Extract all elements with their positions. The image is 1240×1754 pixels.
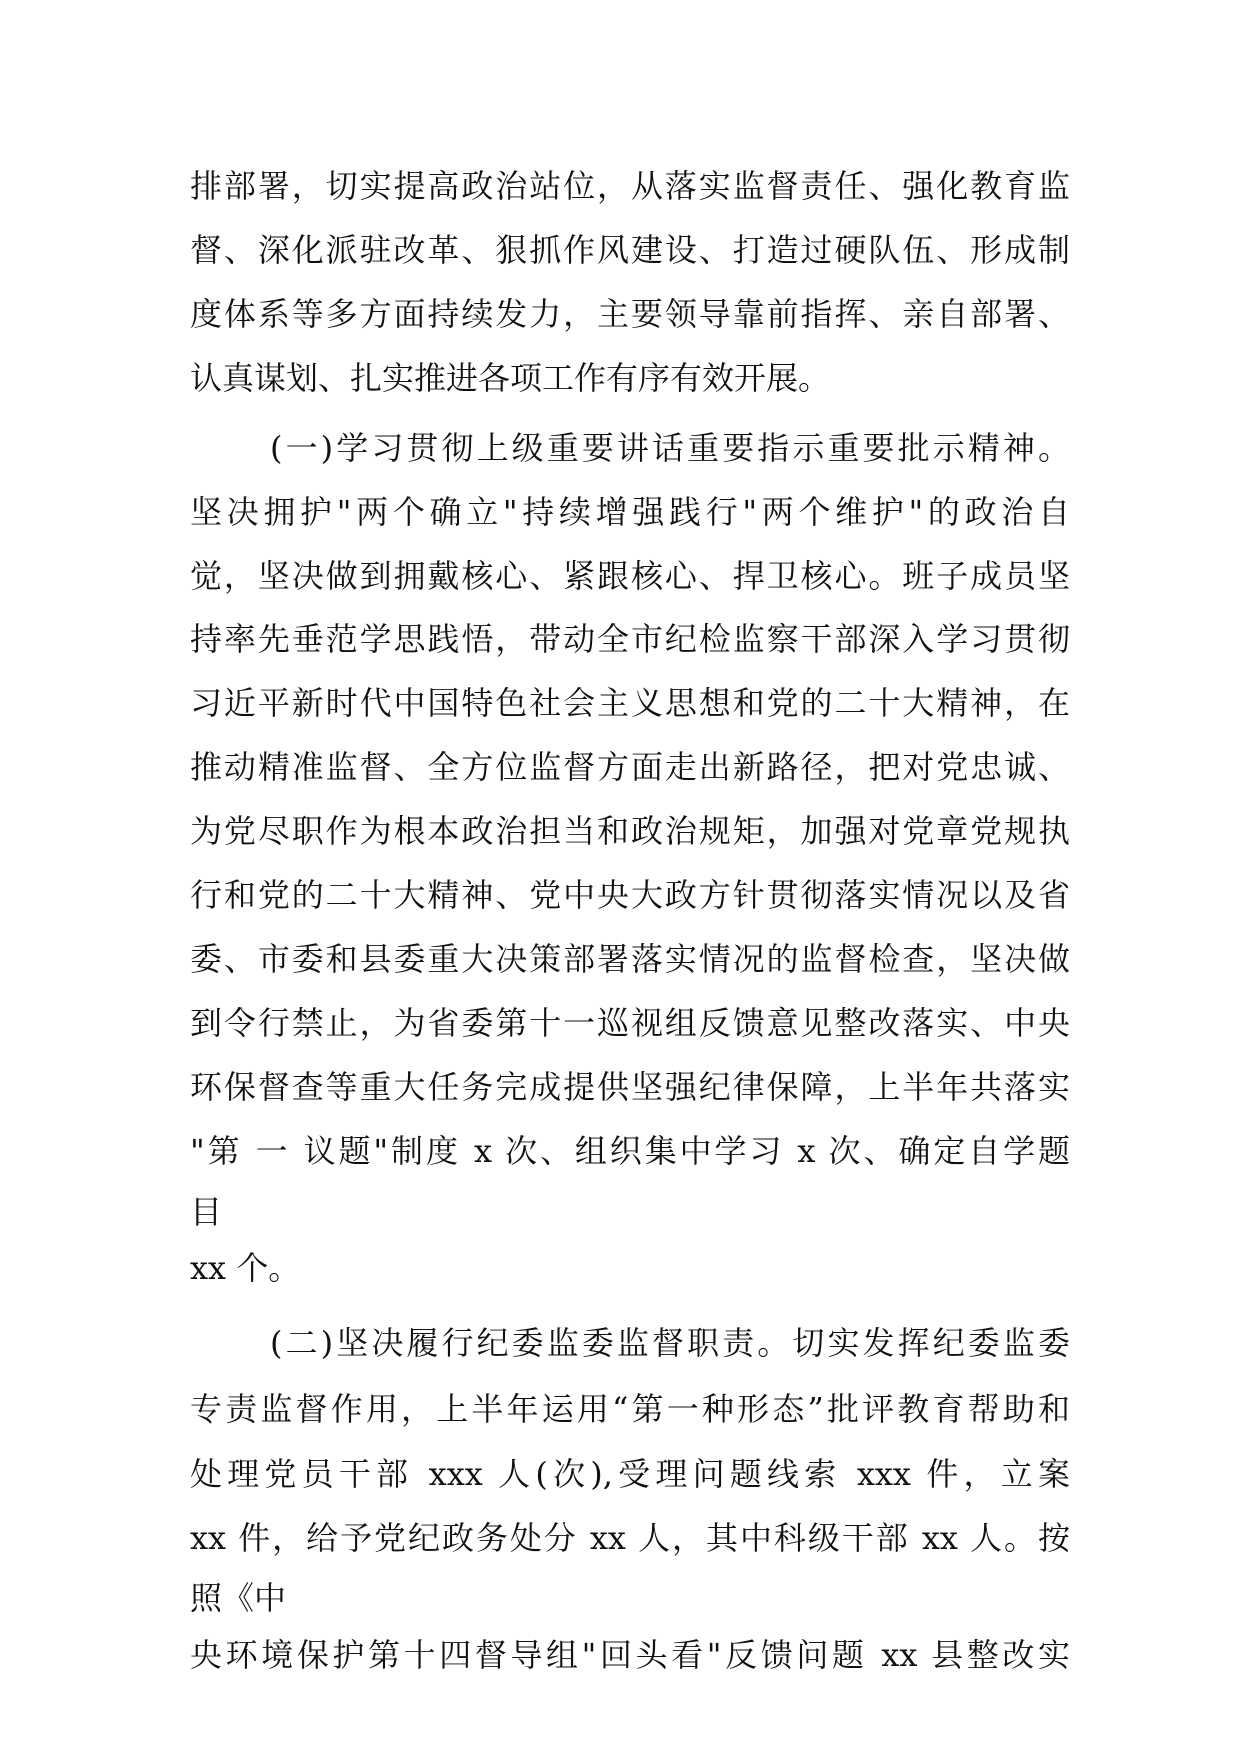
paragraph-line: xx 件，给予党纪政务处分 xx 人，其中科级干部 xx 人。按 [190, 1519, 1070, 1557]
paragraph-line: 度体系等多方面持续发力，主要领导靠前指挥、亲自部署、 [190, 295, 1070, 333]
paragraph-line: 专责监督作用，上半年运用“第一种形态”批评教育帮助和 [190, 1390, 1070, 1428]
paragraph-line: 委、市委和县委重大决策部署落实情况的监督检查，坚决做 [190, 940, 1070, 978]
paragraph-line: 督、深化派驻改革、狠抓作风建设、打造过硬队伍、形成制 [190, 231, 1070, 269]
paragraph-line: 处理党员干部 xxx 人(次),受理问题线索 xxx 件，立案 [190, 1455, 1070, 1493]
paragraph-line: xx 个。 [190, 1249, 301, 1287]
paragraph-line: 认真谋划、扎实推进各项工作有序有效开展。 [190, 359, 831, 397]
paragraph-line: 排部署，切实提高政治站位，从落实监督责任、强化教育监 [190, 167, 1070, 205]
paragraph-line: 觉，坚决做到拥戴核心、紧跟核心、捍卫核心。班子成员坚 [190, 557, 1070, 595]
paragraph-line: 环保督查等重大任务完成提供坚强纪律保障，上半年共落实 [190, 1068, 1070, 1106]
paragraph-line: 为党尽职作为根本政治担当和政治规矩，加强对党章党规执 [190, 812, 1070, 850]
paragraph-line: 央环境保护第十四督导组"回头看"反馈问题 xx 县整改实 [190, 1636, 1070, 1674]
paragraph-line: 坚决拥护"两个确立"持续增强践行"两个维护"的政治自 [190, 493, 1070, 531]
paragraph-line: 习近平新时代中国特色社会主义思想和党的二十大精神，在 [190, 684, 1070, 722]
section-heading-1: (一)学习贯彻上级重要讲话重要指示重要批示精神。 [270, 429, 1070, 467]
paragraph-line: 到令行禁止，为省委第十一巡视组反馈意见整改落实、中央 [190, 1004, 1070, 1042]
paragraph-line: 照《中 [190, 1579, 287, 1617]
paragraph-line: 推动精准监督、全方位监督方面走出新路径，把对党忠诚、 [190, 748, 1070, 786]
paragraph-line: 目 [190, 1193, 223, 1231]
paragraph-line: "第 一 议题"制度 x 次、组织集中学习 x 次、确定自学题 [190, 1132, 1070, 1170]
paragraph-line: 行和党的二十大精神、党中央大政方针贯彻落实情况以及省 [190, 876, 1070, 914]
section-heading-2: (二)坚决履行纪委监委监督职责。切实发挥纪委监委 [270, 1324, 1070, 1362]
paragraph-line: 持率先垂范学思践悟，带动全市纪检监察干部深入学习贯彻 [190, 620, 1070, 658]
